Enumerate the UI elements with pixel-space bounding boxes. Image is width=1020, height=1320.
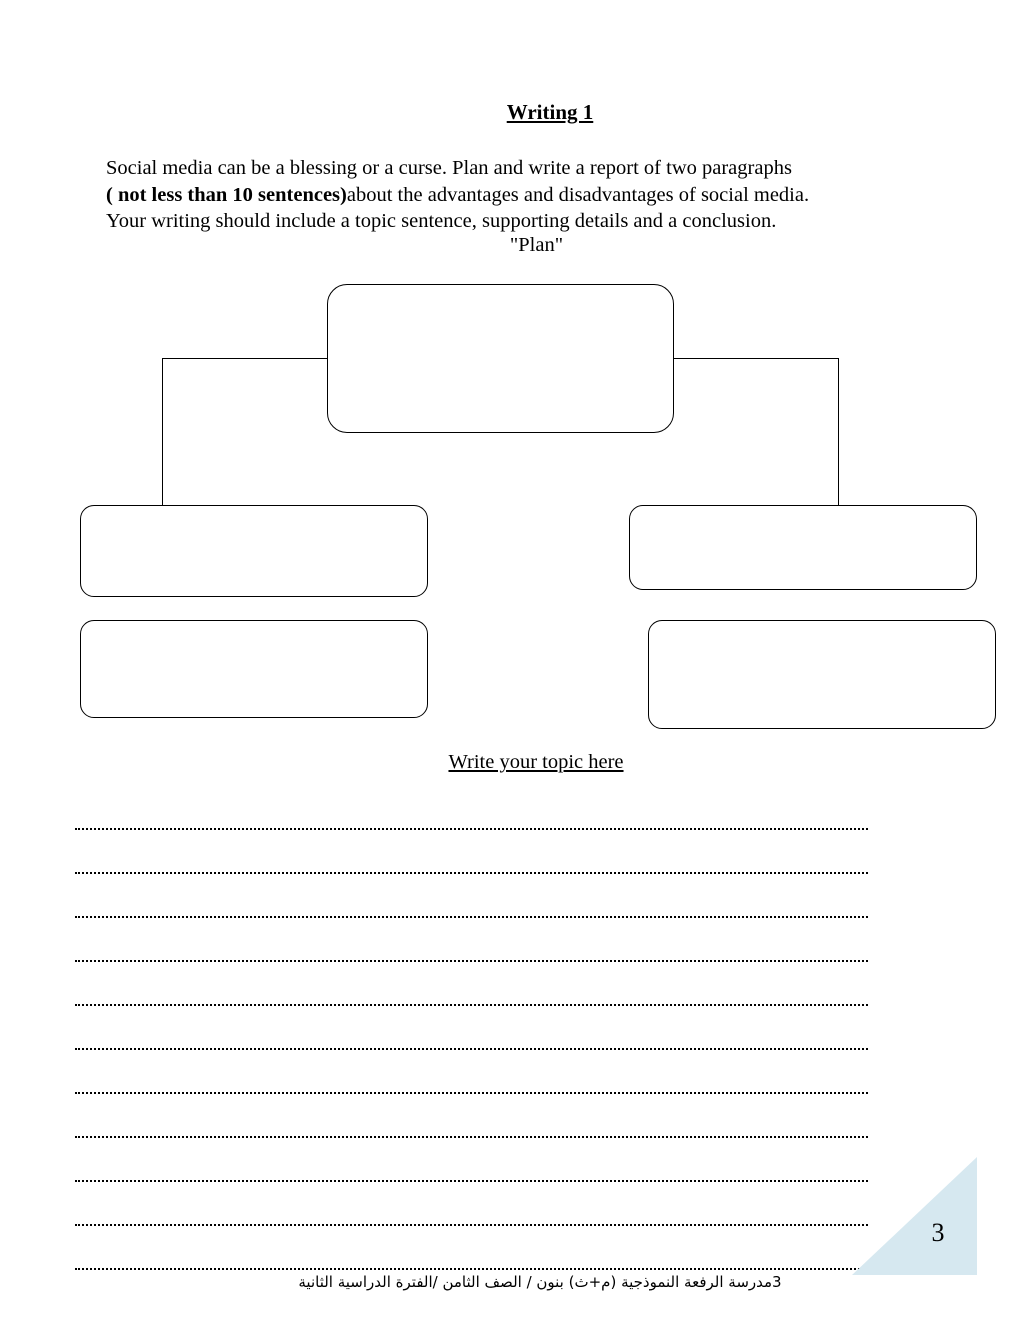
writing-line[interactable] (75, 1226, 868, 1270)
writing-line[interactable] (75, 874, 868, 918)
writing-line[interactable] (75, 962, 868, 1006)
right-box-1[interactable] (629, 505, 977, 590)
writing-line[interactable] (75, 830, 868, 874)
left-connector (162, 358, 328, 506)
left-box-1[interactable] (80, 505, 428, 597)
writing-line[interactable] (75, 786, 868, 830)
instruction-line-1: Social media can be a blessing or a curse. Plan and write a report of two paragraphs (106, 157, 792, 179)
page-number: 3 (931, 1218, 945, 1247)
writing-line[interactable] (75, 1006, 868, 1050)
writing-lines (75, 786, 868, 1270)
instruction-line-2 (106, 182, 966, 209)
right-connector (673, 358, 839, 506)
writing-line[interactable] (75, 918, 868, 962)
footer: 3مدرسة الرفعة النموذجية (م+ث) بنون / الصف الثامن /الفترة الدراسية الثانية (298, 1273, 782, 1291)
plan-label: "Plan" (509, 234, 564, 256)
topic-label: Write your topic here (448, 751, 624, 773)
left-box-2[interactable] (80, 620, 428, 718)
writing-line[interactable] (75, 1182, 868, 1226)
writing-line[interactable] (75, 1094, 868, 1138)
instructions (106, 155, 966, 235)
instruction-line-2-rest: about the advantages and disadvantages of social media. (346, 183, 810, 206)
topic-box[interactable] (327, 284, 674, 433)
writing-line[interactable] (75, 1050, 868, 1094)
right-box-2[interactable] (648, 620, 996, 729)
corner-triangle (852, 1157, 977, 1275)
worksheet-title: Writing 1 (506, 100, 594, 124)
writing-line[interactable] (75, 1138, 868, 1182)
instruction-line-3: Your writing should include a topic sentence, supporting details and a conclusion. (106, 210, 777, 232)
instruction-emphasis: ( not less than 10 sentences) (106, 183, 347, 206)
